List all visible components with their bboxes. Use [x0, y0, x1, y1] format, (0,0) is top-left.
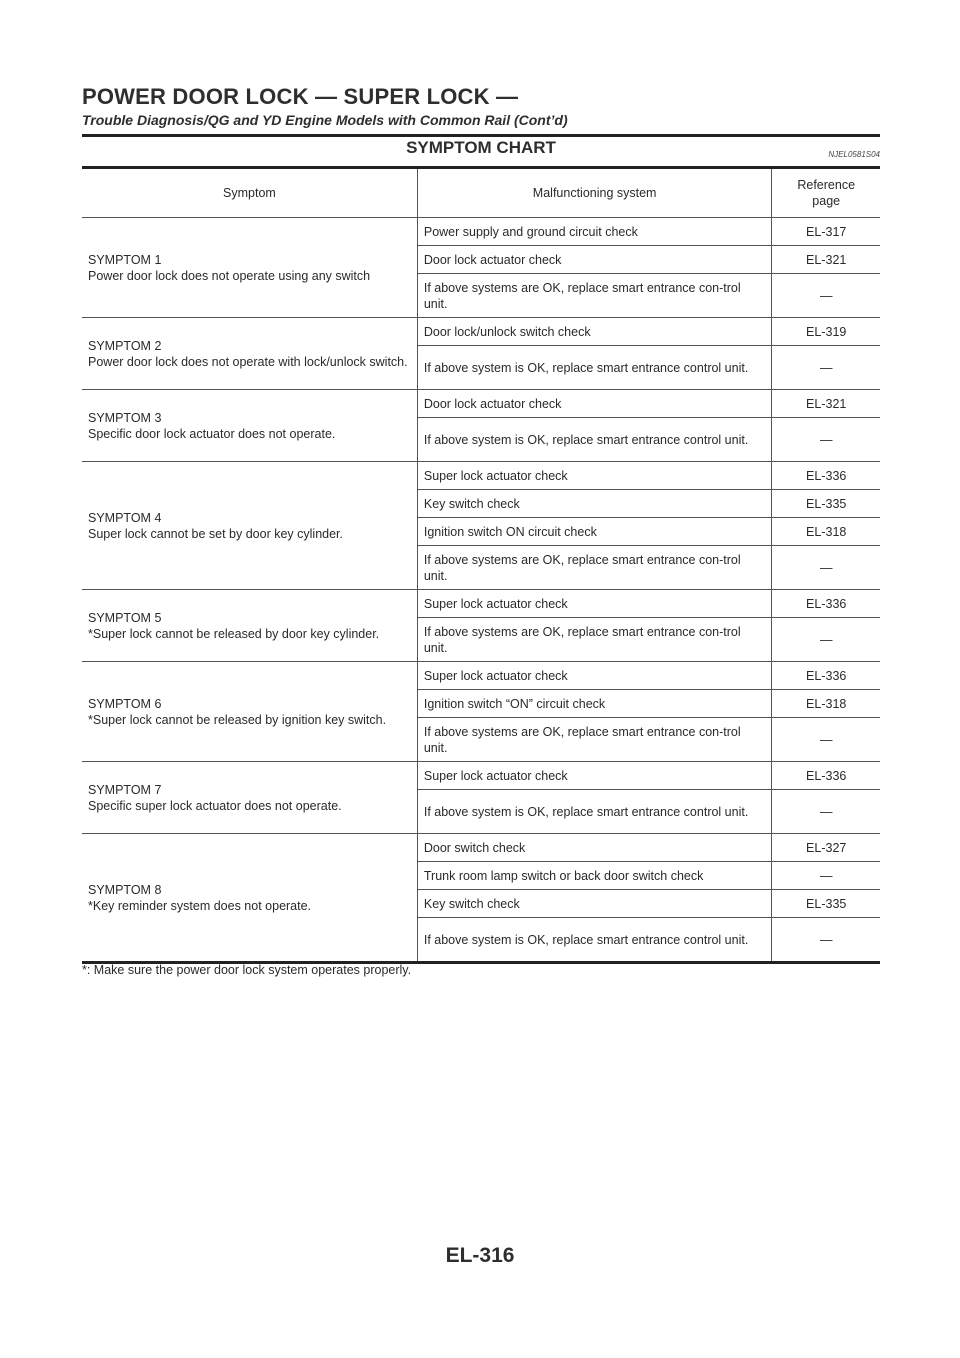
- reference-page-cell: —: [772, 718, 880, 762]
- symptom-description: Specific door lock actuator does not operate.: [88, 426, 336, 441]
- reference-page-cell: —: [772, 918, 880, 963]
- malfunctioning-system-cell: If above system is OK, replace smart entrance control unit.: [417, 346, 772, 390]
- column-header-symptom: Symptom: [82, 168, 417, 218]
- reference-page-cell: EL-318: [772, 690, 880, 718]
- malfunctioning-system-cell: If above systems are OK, replace smart entrance con-trol unit.: [417, 718, 772, 762]
- section-title: SYMPTOM CHART: [406, 138, 556, 157]
- page-subtitle: Trouble Diagnosis/QG and YD Engine Models with Common Rail (Cont’d): [82, 112, 568, 128]
- symptom-cell: [82, 390, 417, 462]
- section-code: NJEL0581S04: [828, 150, 880, 159]
- malfunctioning-system-cell: Super lock actuator check: [417, 762, 772, 790]
- table-row: [82, 834, 880, 862]
- table-row: [82, 318, 880, 346]
- symptom-name: SYMPTOM 2: [88, 338, 162, 353]
- malfunctioning-system-cell: Door lock actuator check: [417, 390, 772, 418]
- table-row: [82, 662, 880, 690]
- page-number: EL-316: [445, 1244, 515, 1267]
- malfunctioning-system-cell: If above systems are OK, replace smart entrance con-trol unit.: [417, 618, 772, 662]
- reference-page-cell: EL-321: [772, 246, 880, 274]
- symptom-name: SYMPTOM 5: [88, 610, 162, 625]
- header-rule: [82, 134, 880, 137]
- symptom-name: SYMPTOM 3: [88, 410, 162, 425]
- malfunctioning-system-cell: If above system is OK, replace smart entrance control unit.: [417, 790, 772, 834]
- symptom-description: Specific super lock actuator does not operate.: [88, 798, 342, 813]
- symptom-name: SYMPTOM 1: [88, 252, 162, 267]
- symptom-cell: [82, 762, 417, 834]
- column-header-reference-label: Reference page: [797, 178, 856, 208]
- symptom-description: *Super lock cannot be released by ignition key switch.: [88, 712, 387, 727]
- footnote: *: Make sure the power door lock system operates properly.: [82, 963, 412, 977]
- malfunctioning-system-cell: Ignition switch “ON” circuit check: [417, 690, 772, 718]
- reference-page-cell: EL-318: [772, 518, 880, 546]
- symptom-cell: [82, 218, 417, 318]
- malfunctioning-system-cell: Key switch check: [417, 490, 772, 518]
- reference-page-cell: EL-336: [772, 762, 880, 790]
- malfunctioning-system-cell: Key switch check: [417, 890, 772, 918]
- symptom-description: *Key reminder system does not operate.: [88, 898, 312, 913]
- symptom-name: SYMPTOM 6: [88, 696, 162, 711]
- table-row: [82, 462, 880, 490]
- malfunctioning-system-cell: Trunk room lamp switch or back door switch check: [417, 862, 772, 890]
- malfunctioning-system-cell: Door lock actuator check: [417, 246, 772, 274]
- symptom-name: SYMPTOM 4: [88, 510, 162, 525]
- malfunctioning-system-cell: Super lock actuator check: [417, 662, 772, 690]
- table-body: [82, 218, 880, 963]
- table-row: [82, 218, 880, 246]
- malfunctioning-system-cell: If above systems are OK, replace smart entrance con-trol unit.: [417, 546, 772, 590]
- section-heading: [82, 138, 880, 166]
- malfunctioning-system-cell: Door switch check: [417, 834, 772, 862]
- malfunctioning-system-cell: Power supply and ground circuit check: [417, 218, 772, 246]
- reference-page-cell: —: [772, 862, 880, 890]
- symptom-chart-table: [82, 166, 880, 964]
- reference-page-cell: EL-336: [772, 662, 880, 690]
- symptom-description: Power door lock does not operate with lock/unlock switch.: [88, 354, 408, 369]
- table-row: [82, 590, 880, 618]
- malfunctioning-system-cell: If above system is OK, replace smart entrance control unit.: [417, 418, 772, 462]
- table-row: [82, 762, 880, 790]
- reference-page-cell: —: [772, 274, 880, 318]
- reference-page-cell: EL-335: [772, 890, 880, 918]
- reference-page-cell: EL-327: [772, 834, 880, 862]
- malfunctioning-system-cell: Super lock actuator check: [417, 462, 772, 490]
- malfunctioning-system-cell: Ignition switch ON circuit check: [417, 518, 772, 546]
- column-header-system: Malfunctioning system: [417, 168, 772, 218]
- malfunctioning-system-cell: Door lock/unlock switch check: [417, 318, 772, 346]
- page-header: [82, 84, 880, 137]
- reference-page-cell: EL-336: [772, 462, 880, 490]
- symptom-description: Power door lock does not operate using any switch: [88, 268, 371, 283]
- reference-page-cell: EL-319: [772, 318, 880, 346]
- table-header-row: [82, 168, 880, 218]
- reference-page-cell: —: [772, 346, 880, 390]
- symptom-description: Super lock cannot be set by door key cylinder.: [88, 526, 344, 541]
- malfunctioning-system-cell: If above systems are OK, replace smart entrance con-trol unit.: [417, 274, 772, 318]
- symptom-name: SYMPTOM 7: [88, 782, 162, 797]
- reference-page-cell: EL-336: [772, 590, 880, 618]
- reference-page-cell: EL-335: [772, 490, 880, 518]
- reference-page-cell: —: [772, 618, 880, 662]
- malfunctioning-system-cell: If above system is OK, replace smart entrance control unit.: [417, 918, 772, 963]
- symptom-cell: [82, 834, 417, 963]
- symptom-cell: [82, 462, 417, 590]
- symptom-cell: [82, 590, 417, 662]
- symptom-cell: [82, 318, 417, 390]
- symptom-cell: [82, 662, 417, 762]
- column-header-reference: [772, 168, 880, 218]
- reference-page-cell: EL-321: [772, 390, 880, 418]
- reference-page-cell: —: [772, 790, 880, 834]
- reference-page-cell: EL-317: [772, 218, 880, 246]
- symptom-name: SYMPTOM 8: [88, 882, 162, 897]
- reference-page-cell: —: [772, 546, 880, 590]
- malfunctioning-system-cell: Super lock actuator check: [417, 590, 772, 618]
- reference-page-cell: —: [772, 418, 880, 462]
- page-title: POWER DOOR LOCK — SUPER LOCK —: [82, 84, 519, 109]
- table-row: [82, 390, 880, 418]
- symptom-description: *Super lock cannot be released by door key cylinder.: [88, 626, 380, 641]
